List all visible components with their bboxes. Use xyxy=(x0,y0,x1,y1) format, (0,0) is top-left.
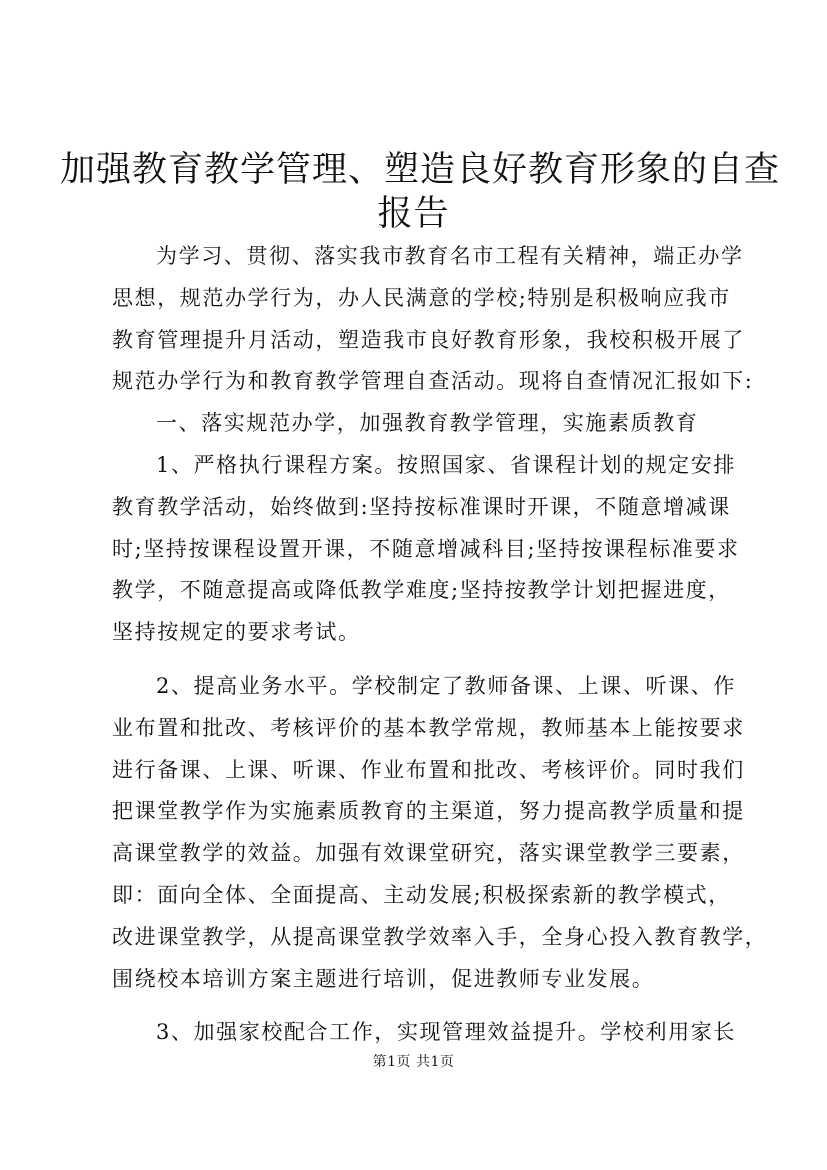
paragraph-line: 业布置和批改、考核评价的基本教学常规，教师基本上能按要求 xyxy=(112,715,745,740)
paragraph-line: 坚持按规定的要求考试。 xyxy=(112,620,361,645)
paragraph-line: 高课堂教学的效益。加强有效课堂研究，落实课堂教学三要素， xyxy=(112,841,745,866)
paragraph-line: 为学习、贯彻、落实我市教育名市工程有关精神，端正办学 xyxy=(156,244,744,268)
paragraph-line: 把课堂教学作为实施素质教育的主渠道，努力提高教学质量和提 xyxy=(112,799,745,824)
page-number-footer: 第1页 共1页 xyxy=(372,1054,455,1070)
paragraph-line: 教学，不随意提高或降低教学难度;坚持按教学计划把握进度， xyxy=(112,578,731,603)
paragraph-line: 时;坚持按课程设置开课，不随意增减科目;坚持按课程标准要求 xyxy=(112,536,740,561)
paragraph-line: 规范办学行为和教育教学管理自查活动。现将自查情况汇报如下: xyxy=(112,369,754,394)
paragraph-line: 即：面向全体、全面提高、主动发展;积极探索新的教学模式， xyxy=(112,882,731,907)
paragraph-gap xyxy=(112,1000,752,1012)
paragraph-line: 教育管理提升月活动，塑造我市良好教育形象，我校积极开展了 xyxy=(112,327,745,352)
paragraph-line: 2、提高业务水平。学校制定了教师备课、上课、听课、作 xyxy=(156,673,736,698)
paragraph-line: 改进课堂教学，从提高课堂教学效率入手，全身心投入教育教学， xyxy=(112,924,768,949)
document-title: 加强教育教学管理、塑造良好教育形象的自查 xyxy=(60,150,781,190)
document-title-continued: 报告 xyxy=(377,194,450,234)
paragraph-line: 思想，规范办学行为，办人民满意的学校;特别是积极响应我市 xyxy=(112,285,731,310)
document-body xyxy=(112,236,768,1054)
paragraph-gap xyxy=(112,654,752,666)
paragraph-line: 1、严格执行课程方案。按照国家、省课程计划的规定安排 xyxy=(156,452,736,477)
paragraph-line: 围绕校本培训方案主题进行培训，促进教师专业发展。 xyxy=(112,966,655,991)
paragraph-line: 进行备课、上课、听课、作业布置和批改、考核评价。同时我们 xyxy=(112,757,745,782)
paragraph-line: 教育教学活动，始终做到:坚持按标准课时开课，不随意增减课 xyxy=(112,494,731,519)
paragraph-line: 3、加强家校配合工作，实现管理效益提升。学校利用家长 xyxy=(156,1020,736,1045)
section-heading: 一、落实规范办学，加强教育教学管理，实施素质教育 xyxy=(156,411,699,436)
